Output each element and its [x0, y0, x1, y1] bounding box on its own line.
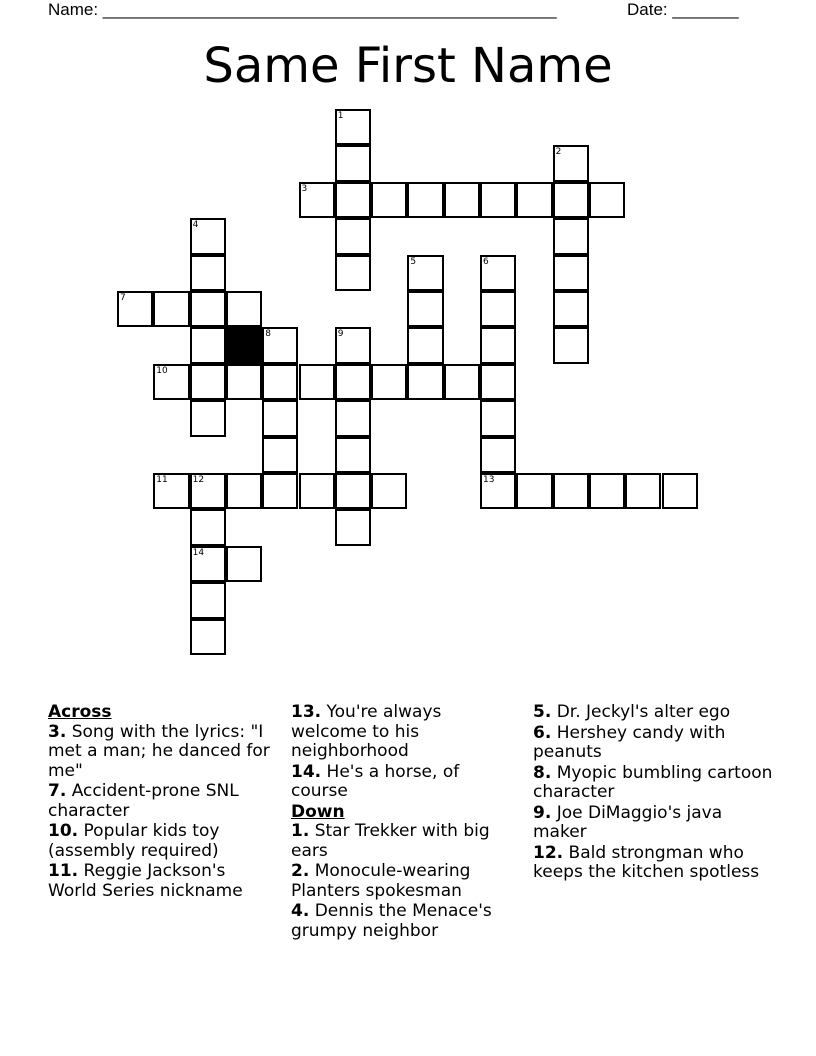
grid-cell[interactable]: [226, 473, 262, 509]
clue-number: 11.: [48, 861, 79, 881]
grid-cell[interactable]: [262, 327, 298, 363]
clue-number: 13.: [291, 702, 322, 722]
grid-cell[interactable]: [480, 364, 516, 400]
cell-number: 7: [120, 293, 126, 303]
grid-cell[interactable]: [190, 291, 226, 327]
clue-down: [533, 804, 773, 843]
grid-cell[interactable]: [444, 182, 480, 218]
grid-cell[interactable]: [407, 364, 443, 400]
grid-cell[interactable]: [335, 218, 371, 254]
clue-text: Accident-prone SNL character: [48, 781, 239, 821]
grid-cell[interactable]: [589, 473, 625, 509]
grid-cell[interactable]: [226, 364, 262, 400]
cell-number: 2: [555, 147, 562, 158]
grid-cell[interactable]: [190, 218, 226, 254]
grid-cell[interactable]: [407, 291, 443, 327]
cell-number: 3: [301, 183, 308, 194]
grid-cell[interactable]: [516, 473, 552, 509]
clue-down: [533, 764, 773, 803]
grid-cell[interactable]: [480, 255, 516, 291]
clue-text: Myopic bumbling cartoon character: [533, 762, 773, 802]
clue-across: [48, 862, 278, 901]
clue-across: [48, 822, 278, 861]
grid-cell[interactable]: [335, 437, 371, 473]
clue-across: [48, 782, 278, 821]
grid-cell[interactable]: [407, 182, 443, 218]
grid-cell[interactable]: [335, 400, 371, 436]
clue-text: Song with the lyrics: "I met a man; he danced for me": [48, 721, 270, 781]
grid-cell[interactable]: [190, 619, 226, 655]
grid-cell[interactable]: [589, 182, 625, 218]
grid-cell[interactable]: [299, 364, 335, 400]
clue-number: 10.: [48, 821, 79, 841]
grid-cell[interactable]: [226, 546, 262, 582]
clue-number: 14.: [291, 761, 322, 782]
clue-down: [291, 822, 521, 861]
clue-number: 3.: [48, 721, 67, 742]
grid-cell[interactable]: [153, 364, 189, 400]
grid-cell[interactable]: [662, 473, 698, 509]
grid-cell[interactable]: [335, 327, 371, 363]
grid-cell[interactable]: [335, 255, 371, 291]
clue-down: [533, 844, 773, 883]
clue-text: Hershey candy with peanuts: [533, 722, 726, 762]
grid-cell[interactable]: [190, 473, 226, 509]
grid-cell[interactable]: [553, 182, 589, 218]
grid-cell[interactable]: [407, 327, 443, 363]
grid-cell[interactable]: [371, 364, 407, 400]
grid-cell[interactable]: [262, 437, 298, 473]
clue-number: 4.: [291, 901, 310, 921]
clue-text: Reggie Jackson's World Series nickname: [48, 861, 243, 901]
grid-cell[interactable]: [335, 509, 371, 545]
clue-across: [291, 763, 521, 802]
clue-number: 6.: [533, 722, 552, 743]
grid-cell[interactable]: [444, 364, 480, 400]
grid-cell[interactable]: [371, 182, 407, 218]
grid-cell[interactable]: [553, 145, 589, 181]
cell-number: 4: [192, 220, 199, 231]
grid-cell[interactable]: [153, 473, 189, 509]
grid-cell[interactable]: [516, 182, 552, 218]
clue-number: 1.: [291, 821, 310, 841]
grid-cell[interactable]: [190, 400, 226, 436]
grid-cell[interactable]: [190, 546, 226, 582]
cell-number: 9: [337, 329, 344, 340]
name-field[interactable]: Name: ________________________________________________: [48, 0, 557, 19]
grid-cell[interactable]: [190, 364, 226, 400]
clue-text: Bald strongman who keeps the kitchen spotless: [533, 842, 760, 882]
grid-cell[interactable]: [335, 364, 371, 400]
clue-number: 5.: [533, 702, 552, 722]
grid-cell[interactable]: [553, 291, 589, 327]
grid-cell[interactable]: [299, 473, 335, 509]
date-field[interactable]: Date: _______: [627, 0, 739, 19]
grid-cell[interactable]: [553, 327, 589, 363]
clue-text: Monocule-wearing Planters spokesman: [291, 861, 471, 901]
grid-cell[interactable]: [153, 291, 189, 327]
grid-cell[interactable]: [480, 437, 516, 473]
grid-cell[interactable]: [553, 473, 589, 509]
across-heading: Across: [48, 702, 112, 722]
grid-cell[interactable]: [335, 182, 371, 218]
grid-cell[interactable]: [262, 364, 298, 400]
grid-cell[interactable]: [480, 182, 516, 218]
clue-column-2: [291, 703, 521, 942]
grid-cell[interactable]: [335, 145, 371, 181]
cell-number: 6: [483, 256, 489, 267]
grid-cell[interactable]: [371, 473, 407, 509]
clue-text: Star Trekker with big ears: [291, 821, 490, 861]
cell-number: 1: [337, 111, 344, 121]
clue-text: You're always welcome to his neighborhood: [291, 702, 442, 761]
grid-cell[interactable]: [335, 473, 371, 509]
cell-number: 11: [156, 475, 168, 485]
grid-cell[interactable]: [553, 255, 589, 291]
clue-text: Dennis the Menace's grumpy neighbor: [291, 901, 492, 941]
clue-column-3: [533, 703, 773, 884]
cell-number: 8: [265, 329, 271, 340]
grid-cell[interactable]: [190, 582, 226, 618]
down-heading: Down: [291, 801, 345, 822]
clue-number: 2.: [291, 861, 310, 881]
clue-number: 12.: [533, 842, 564, 863]
cell-number: 10: [156, 365, 168, 376]
clue-down: [291, 862, 521, 901]
cell-number: 14: [192, 547, 205, 558]
clue-text: He's a horse, of course: [291, 761, 460, 801]
grid-cell[interactable]: [190, 327, 226, 363]
cell-number: 13: [483, 475, 495, 485]
grid-cell[interactable]: [480, 400, 516, 436]
cell-number: 12: [192, 475, 205, 485]
grid-cell[interactable]: [190, 255, 226, 291]
cell-number: 5: [410, 256, 417, 267]
grid-cell[interactable]: [190, 509, 226, 545]
page-title: Same First Name: [203, 38, 613, 94]
grid-cell[interactable]: [553, 218, 589, 254]
clue-text: Dr. Jeckyl's alter ego: [556, 702, 731, 722]
black-cell: [226, 327, 262, 363]
grid-cell[interactable]: [407, 255, 443, 291]
grid-cell[interactable]: [335, 109, 371, 145]
grid-cell[interactable]: [262, 473, 298, 509]
clue-down: [533, 724, 773, 763]
clue-text: Popular kids toy (assembly required): [48, 821, 220, 861]
grid-cell[interactable]: [117, 291, 153, 327]
clue-text: Joe DiMaggio's java maker: [533, 802, 723, 842]
grid-cell[interactable]: [480, 291, 516, 327]
grid-cell[interactable]: [262, 400, 298, 436]
clue-across: [48, 723, 278, 782]
clue-across: [291, 703, 521, 762]
grid-cell[interactable]: [226, 291, 262, 327]
grid-cell[interactable]: [299, 182, 335, 218]
clue-number: 8.: [533, 762, 552, 783]
clue-down: [533, 703, 773, 723]
clue-number: 9.: [533, 802, 552, 823]
grid-cell[interactable]: [480, 473, 516, 509]
grid-cell[interactable]: [625, 473, 661, 509]
clue-column-1: [48, 703, 278, 902]
grid-cell[interactable]: [480, 327, 516, 363]
clue-down: [291, 902, 521, 941]
clue-number: 7.: [48, 781, 67, 801]
